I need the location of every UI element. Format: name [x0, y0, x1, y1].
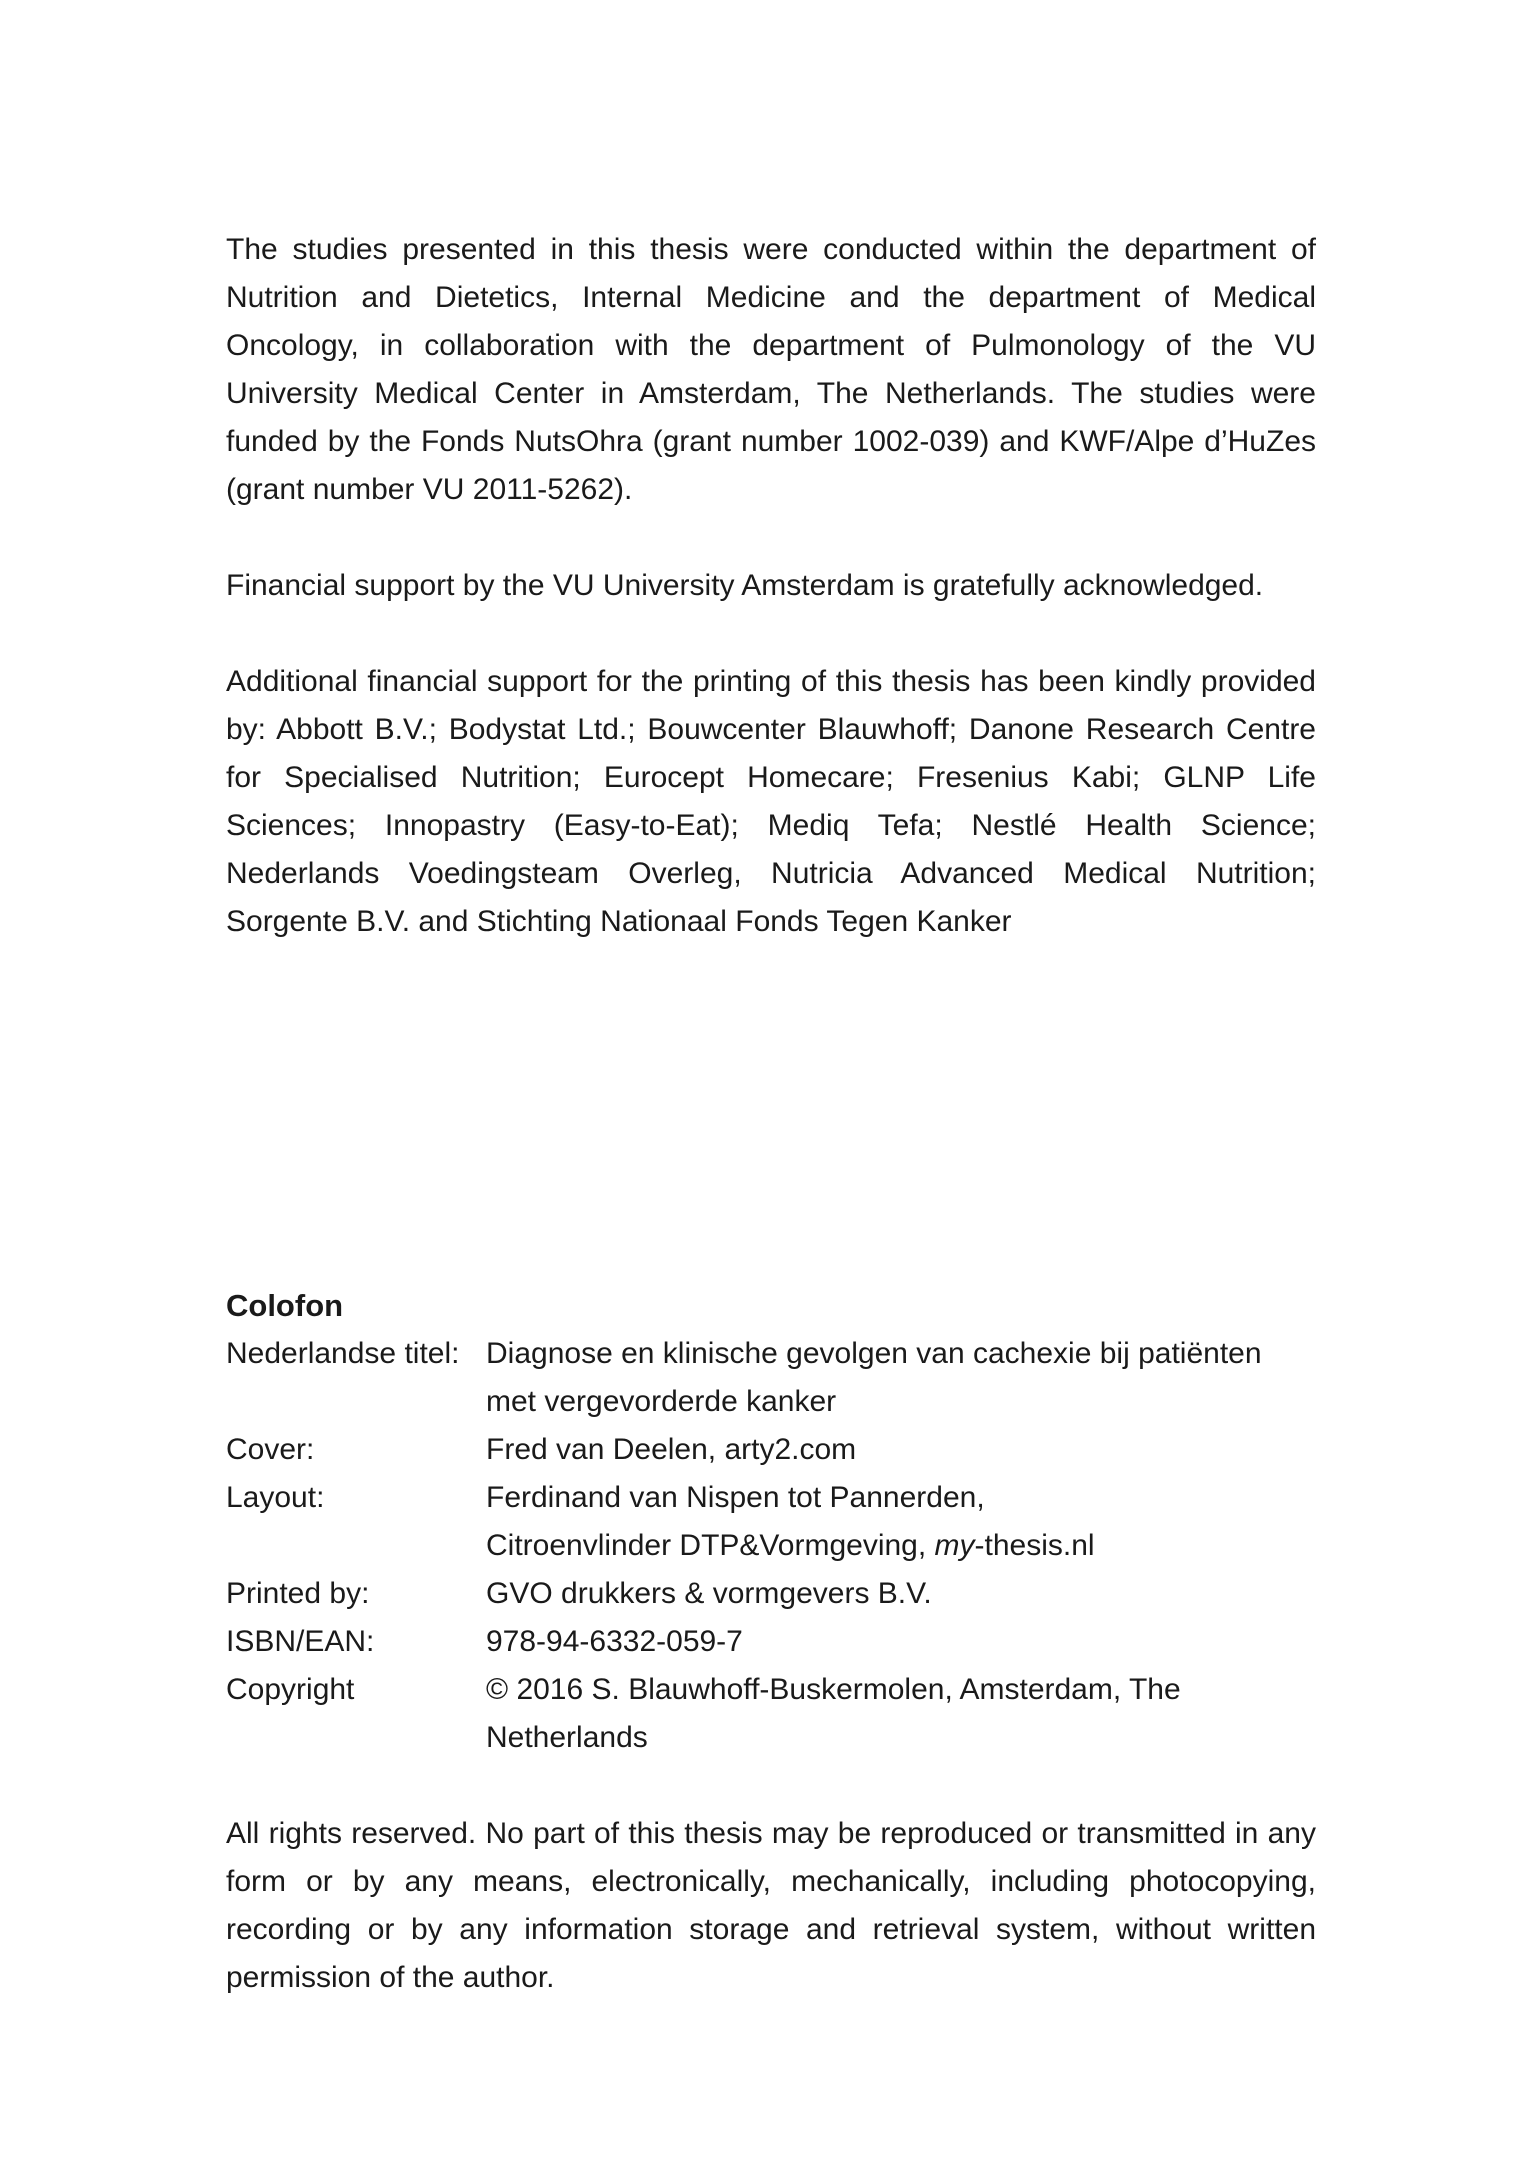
layout-value-line2-suffix: -thesis.nl [974, 1529, 1095, 1562]
colofon-row-printed [226, 1570, 1316, 1618]
colofon-row-layout [226, 1474, 1316, 1570]
layout-label: Layout: [226, 1481, 325, 1514]
layout-value-line1: Ferdinand van Nispen tot Pannerden, [486, 1481, 985, 1514]
colofon-row-isbn [226, 1618, 1316, 1666]
dutch-title-label: Nederlandse titel: [226, 1337, 460, 1370]
colofon-heading: Colofon [226, 1288, 344, 1323]
isbn-label: ISBN/EAN: [226, 1625, 375, 1658]
cover-value: Fred van Deelen, arty2.com [486, 1433, 857, 1466]
intro-paragraph: The studies presented in this thesis were conducted within the department of Nutrition and Dietetics, Internal Medicine and the department of Medical Oncology, in collaboration with the department of Pulmonology of the VU University Medical Center in Amsterdam, The Netherlands. The studies were funded by the Fonds NutsOhra (grant number 1002-039) and KWF/Alpe d’HuZes (grant number VU 2011-5262). [226, 233, 1316, 506]
printing-support-paragraph: Additional financial support for the printing of this thesis has been kindly provided by: Abbott B.V.; Bodystat Ltd.; Bouwcenter Blauwhoff; Danone Research Centre for Specialised Nutrition; Eurocept Homecare; Fresenius Kabi; GLNP Life Sciences; Innopastry (Easy-to-Eat); Mediq Tefa; Nestlé Health Science; Nederlands Voedingsteam Overleg, Nutricia Advanced Medical Nutrition; Sorgente B.V. and Stichting Nationaal Fonds Tegen Kanker [226, 665, 1316, 938]
copyright-label: Copyright [226, 1673, 355, 1706]
layout-value-line2-italic: my [934, 1529, 975, 1562]
colofon-row-dutch-title [226, 1330, 1316, 1426]
rights-paragraph: All rights reserved. No part of this thesis may be reproduced or transmitted in any form or by any means, electronically, mechanically, including photocopying, recording or by any information storage and retrieval system, without written permission of the author. [226, 1817, 1316, 1994]
layout-value [486, 1474, 1316, 1570]
financial-support-paragraph: Financial support by the VU University Amsterdam is gratefully acknowledged. [226, 569, 1264, 602]
copyright-value: © 2016 S. Blauwhoff-Buskermolen, Amsterdam, The Netherlands [486, 1673, 1181, 1754]
dutch-title-value: Diagnose en klinische gevolgen van cachexie bij patiënten met vergevorderde kanker [486, 1337, 1262, 1418]
colofon-section [226, 1282, 1316, 2002]
cover-label: Cover: [226, 1433, 315, 1466]
colofon-row-cover [226, 1426, 1316, 1474]
printed-value: GVO drukkers & vormgevers B.V. [486, 1577, 932, 1610]
printed-label: Printed by: [226, 1577, 370, 1610]
isbn-value: 978-94-6332-059-7 [486, 1625, 743, 1658]
layout-value-line2-prefix: Citroenvlinder DTP&Vormgeving, [486, 1529, 935, 1562]
colofon-row-copyright [226, 1666, 1316, 1762]
front-matter [226, 226, 1316, 946]
